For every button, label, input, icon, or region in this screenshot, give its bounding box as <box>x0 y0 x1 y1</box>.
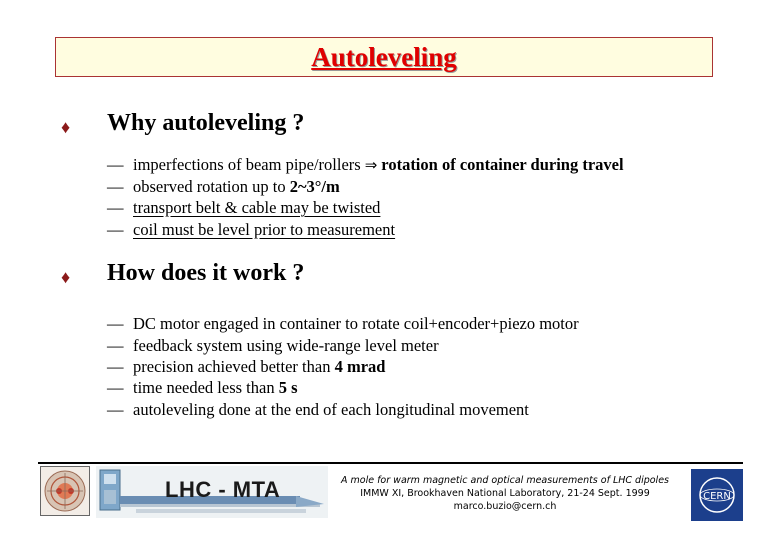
cern-logo-text: CERN <box>703 491 731 502</box>
title-box <box>55 37 713 77</box>
section-heading-why: Why autoleveling ? <box>107 110 305 136</box>
section-heading-how: How does it work ? <box>107 260 305 286</box>
footer-email: marco.buzio@cern.ch <box>453 501 557 512</box>
list-item: — transport belt & cable may be twisted <box>107 198 381 217</box>
list-item: — DC motor engaged in container to rotate coil+encoder+piezo motor <box>107 314 579 333</box>
particle-detector-logo-icon <box>40 466 90 516</box>
footer-line-2: IMMW XI, Brookhaven National Laboratory, 21-24 Sept. 1999 <box>360 488 650 499</box>
dash: — <box>107 378 124 397</box>
dash: — <box>107 177 124 196</box>
list-item: — feedback system using wide-range level meter <box>107 336 439 355</box>
footer-text <box>335 474 675 513</box>
dash: — <box>107 155 124 174</box>
slide-title: Autoleveling <box>311 42 457 72</box>
cern-logo-icon <box>691 469 743 521</box>
dash: — <box>107 336 124 355</box>
implies-arrow-icon: ⇒ <box>364 156 378 174</box>
mta-title: LHC - MTA <box>165 477 281 502</box>
dash: — <box>107 400 124 419</box>
bullet-icon: ♦ <box>61 117 71 137</box>
list-item: — time needed less than 5 s <box>107 378 298 397</box>
dash: — <box>107 198 124 217</box>
list-item: — imperfections of beam pipe/rollers ⇒ rotation of container during travel <box>107 155 624 174</box>
footer-line-1: A mole for warm magnetic and optical measurements of LHC dipoles <box>341 475 669 486</box>
list-item: — precision achieved better than 4 mrad <box>107 357 386 376</box>
list-item: — observed rotation up to 2~3°/m <box>107 177 340 196</box>
list-item: — coil must be level prior to measurement <box>107 220 396 239</box>
list-item: — autoleveling done at the end of each longitudinal movement <box>107 400 529 419</box>
dash: — <box>107 357 124 376</box>
dash: — <box>107 314 124 333</box>
bullet-icon: ♦ <box>61 267 71 287</box>
footer-divider <box>38 462 743 464</box>
dash: — <box>107 220 124 239</box>
